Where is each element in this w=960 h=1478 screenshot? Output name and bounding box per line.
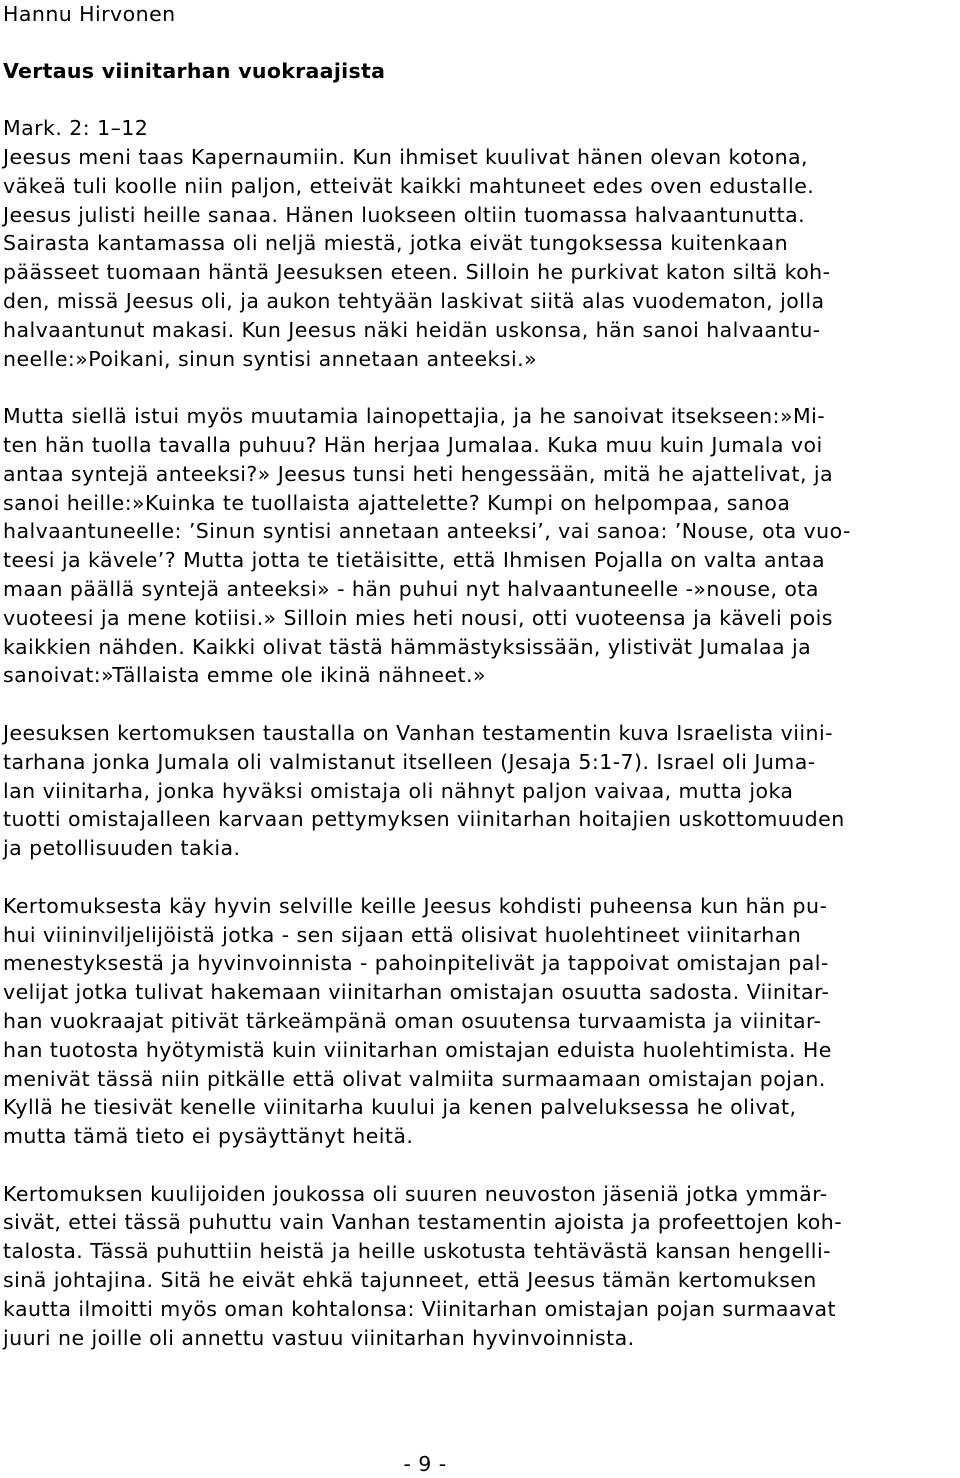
document-title: Vertaus viinitarhan vuokraajista [3, 59, 386, 83]
text-line: ja petollisuuden takia. [3, 836, 241, 861]
paragraph-gap [3, 863, 958, 892]
text-line: sanoivat:»Tällaista emme ole ikinä nähneet.» [3, 663, 486, 688]
text-line: tuotti omistajalleen karvaan pettymyksen viinitarhan hoitajien uskottomuuden [3, 807, 845, 832]
text-line: han vuokraajat pitivät tärkeämpänä oman osuutensa turvaamista ja viinitar- [3, 1008, 822, 1033]
text-line: vuoteesi ja mene kotiisi.» Silloin mies heti nousi, otti vuoteensa ja käveli pois [3, 605, 833, 630]
page-number: - 9 - [403, 1452, 447, 1476]
text-line: maan päällä syntejä anteeksi» - hän puhui nyt halvaantuneelle -»nouse, ota [3, 576, 819, 601]
paragraph [3, 402, 958, 690]
text-line: Jeesus meni taas Kapernaumiin. Kun ihmiset kuulivat hänen olevan kotona, [3, 145, 809, 169]
text-line: sanoi heille:»Kuinka te tuollaista ajattelette? Kumpi on helpompaa, sanoa [3, 490, 791, 515]
text-line: sinä johtajina. Sitä he eivät ehkä tajunneet, että Jeesus tämän kertomuksen [3, 1268, 817, 1293]
text-line: teesi ja kävele’? Mutta jotta te tietäisitte, että Ihmisen Pojalla on valta antaa [3, 548, 825, 573]
text-line: den, missä Jeesus oli, ja aukon tehtyään laskivat siitä alas vuodematon, jolla [3, 288, 825, 313]
text-line: kaikkien nähden. Kaikki olivat tästä hämmästyksissään, ylistivät Jumalaa ja [3, 634, 812, 659]
paragraph-gap [3, 373, 958, 402]
text-line: halvaantunut makasi. Kun Jeesus näki heidän uskonsa, hän sanoi halvaantu- [3, 317, 821, 342]
text-line: mutta tämä tieto ei pysäyttänyt heitä. [3, 1124, 414, 1149]
text-line: Kertomuksen kuulijoiden joukossa oli suuren neuvoston jäseniä jotka ymmär- [3, 1181, 828, 1206]
text-line: juuri ne joille oli annettu vastuu viinitarhan hyvinvoinnista. [3, 1325, 635, 1350]
text-line: neelle:»Poikani, sinun syntisi annetaan anteeksi.» [3, 346, 538, 371]
text-line: menestyksestä ja hyvinvoinnista - pahoinpitelivät ja tappoivat omistajan pal- [3, 951, 829, 976]
paragraph-gap [3, 690, 958, 719]
page-footer [0, 1450, 960, 1478]
text-line: Jeesuksen kertomuksen taustalla on Vanhan testamentin kuva Israelista viini- [3, 720, 833, 745]
text-line: Mutta siellä istui myös muutamia lainopettajia, ja he sanoivat itsekseen:»Mi- [3, 404, 826, 429]
text-line: talosta. Tässä puhuttiin heistä ja heille uskotusta tehtävästä kansan hengelli- [3, 1239, 831, 1264]
scripture-reference: Mark. 2: 1–12 [3, 116, 149, 140]
text-line: hui viininviljelijöistä jotka - sen sijaan että olisivat huolehtineet viinitarhan [3, 922, 802, 947]
text-line: menivät tässä niin pitkälle että olivat valmiita surmaamaan omistajan pojan. [3, 1066, 826, 1091]
text-line: sivät, ettei tässä puhuttu vain Vanhan testamentin ajoista ja profeettojen koh- [3, 1210, 843, 1235]
text-line: Kyllä he tiesivät kenelle viinitarha kuului ja kenen palveluksessa he olivat, [3, 1095, 797, 1120]
text-line: Kertomuksesta käy hyvin selville keille Jeesus kohdisti puheensa kun hän pu- [3, 893, 828, 918]
paragraph [3, 719, 958, 863]
text-line: väkeä tuli koolle niin paljon, etteivät kaikki mahtuneet edes oven edustalle. [3, 173, 815, 198]
text-line: tarhana jonka Jumala oli valmistanut itselleen (Jesaja 5:1-7). Israel oli Juma- [3, 749, 816, 774]
paragraph [3, 1180, 958, 1353]
text-line: Sairasta kantamassa oli neljä miestä, jotka eivät tungoksessa kuitenkaan [3, 231, 789, 256]
text-line: velijat jotka tulivat hakemaan viinitarhan omistajan osuutta sadosta. Viinitar- [3, 980, 830, 1005]
author-name: Hannu Hirvonen [3, 2, 176, 26]
paragraph [3, 892, 958, 1151]
paragraph-gap [3, 1151, 958, 1180]
text-line: kautta ilmoitti myös oman kohtalonsa: Viinitarhan omistajan pojan surmaavat [3, 1296, 836, 1321]
text-line: ten hän tuolla tavalla puhuu? Hän herjaa Jumalaa. Kuka muu kuin Jumala voi [3, 432, 823, 457]
text-line: Jeesus julisti heille sanaa. Hänen luokseen oltiin tuomassa halvaantunutta. [3, 202, 806, 227]
document-body [3, 143, 958, 1352]
paragraph [3, 143, 958, 373]
text-line: han tuotosta hyötymistä kuin viinitarhan omistajan eduista huolehtimista. He [3, 1037, 832, 1062]
text-line: lan viinitarha, jonka hyväksi omistaja oli nähnyt paljon vaivaa, mutta joka [3, 778, 794, 803]
text-line: antaa syntejä anteeksi?» Jeesus tunsi heti hengessään, mitä he ajattelivat, ja [3, 461, 834, 486]
text-line: päässeet tuomaan häntä Jeesuksen eteen. Silloin he purkivat katon siltä koh- [3, 260, 831, 285]
text-line: halvaantuneelle: ’Sinun syntisi annetaan anteeksi’, vai sanoa: ’Nouse, ota vuo- [3, 519, 851, 544]
